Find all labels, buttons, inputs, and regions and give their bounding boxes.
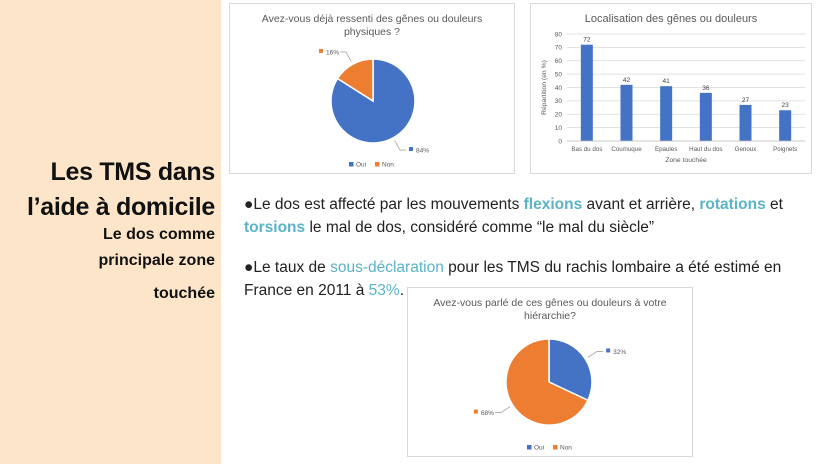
- pie-label-marker: [319, 49, 323, 53]
- x-tick-label: Bas du dos: [571, 146, 603, 153]
- bar-bas-du-dos: [581, 45, 593, 141]
- bullet-text: Le taux de: [253, 259, 331, 276]
- pie-data-label: 84%: [415, 147, 429, 155]
- pie-chart-pain-felt: [229, 3, 515, 174]
- y-tick-label: 40: [554, 84, 562, 92]
- bar-value-label: 23: [781, 102, 789, 110]
- legend-label-oui: Oui: [356, 161, 367, 169]
- keyword-sous-declaration: sous-déclaration: [330, 259, 444, 276]
- legend-swatch-non: [553, 445, 558, 450]
- x-axis-title: Zone touchée: [665, 157, 707, 164]
- y-tick-label: 30: [554, 98, 562, 106]
- pie2-title-line-2: hiérarchie?: [524, 310, 576, 322]
- pie-chart-reported-to-hierarchy: [407, 287, 693, 457]
- x-tick-label: Poignets: [773, 146, 798, 153]
- pie-leader-line: [340, 52, 351, 62]
- bar-value-label: 42: [622, 76, 631, 84]
- slide-title-line-2: l’aide à domicile: [26, 193, 215, 221]
- slide-subtitle-line-1: Le dos comme: [102, 226, 215, 243]
- x-tick-label: Genoux: [734, 146, 757, 153]
- bar-poignets: [779, 110, 791, 141]
- pie-data-label: 16%: [326, 49, 340, 57]
- keyword-torsions: torsions: [244, 219, 306, 236]
- y-tick-label: 70: [554, 44, 562, 52]
- bar-genoux: [740, 105, 752, 141]
- bar-chart-pain-location: [530, 3, 812, 174]
- pie-data-label: 32%: [613, 348, 627, 356]
- pie1-svg: [230, 4, 516, 175]
- bar-value-label: 41: [662, 78, 670, 86]
- legend-swatch-non: [375, 162, 380, 167]
- y-tick-label: 0: [558, 138, 562, 146]
- bar-chart-title: Localisation des gênes ou douleurs: [584, 13, 758, 25]
- pie-leader-line: [495, 407, 510, 413]
- pie-data-label: 68%: [480, 410, 494, 418]
- legend-label-non: Non: [382, 161, 394, 169]
- keyword-rotations: rotations: [699, 196, 766, 213]
- slide-subtitle-line-2: principale zone: [98, 252, 215, 269]
- x-tick-label: Haut du dos: [689, 146, 723, 153]
- y-axis-title: Répartition (en %): [541, 60, 548, 115]
- pie-label-marker: [409, 147, 413, 151]
- pie-label-marker: [606, 348, 610, 352]
- slide-title-line-1: Les TMS dans: [50, 158, 215, 186]
- bar-svg: [531, 4, 813, 175]
- bullet-dot: ●: [244, 259, 254, 276]
- pie1-title-line-1: Avez-vous déjà ressenti des gênes ou douleurs: [261, 13, 483, 25]
- bullet-text: et: [765, 196, 783, 213]
- pie2-title-line-1: Avez-vous parlé de ces gênes ou douleurs à votre: [433, 297, 667, 309]
- bullet-text: pour les TMS du rachis lombaire a été estimé en France en 2011 à: [244, 259, 782, 299]
- slide-subtitle-line-3: touchée: [153, 285, 215, 302]
- pie1-title-line-2: physiques ?: [343, 26, 401, 38]
- pie-label-marker: [474, 410, 478, 414]
- legend-swatch-oui: [527, 445, 532, 450]
- bar-value-label: 72: [583, 36, 591, 44]
- y-tick-label: 50: [554, 71, 562, 79]
- legend-label-oui: Oui: [534, 444, 545, 452]
- bar-value-label: 36: [702, 84, 710, 92]
- y-tick-label: 80: [554, 31, 562, 39]
- bar-value-label: 27: [741, 96, 750, 104]
- keyword-flexions: flexions: [523, 196, 583, 213]
- x-tick-label: Cou/nuque: [611, 146, 642, 153]
- bullet-text: .: [399, 282, 405, 299]
- bullet-text: le mal de dos, considéré comme “le mal du siècle”: [305, 219, 655, 236]
- sidebar-panel: [0, 0, 221, 464]
- y-tick-label: 10: [554, 124, 562, 132]
- pie2-svg: [408, 288, 694, 458]
- legend-label-non: Non: [560, 444, 572, 452]
- pie-leader-line: [588, 351, 603, 357]
- y-tick-label: 20: [554, 111, 562, 119]
- legend-swatch-oui: [349, 162, 354, 167]
- bar-epaules: [660, 86, 672, 141]
- keyword-53-percent: 53%: [368, 282, 400, 299]
- bullet-text: avant et arrière,: [582, 196, 700, 213]
- bullet-dot: ●: [244, 196, 254, 213]
- pie-leader-line: [395, 140, 406, 150]
- x-tick-label: Epaules: [654, 146, 678, 153]
- bullet-text: Le dos est affecté par les mouvements: [253, 196, 524, 213]
- bar-cou-nuque: [621, 85, 633, 141]
- y-tick-label: 60: [554, 58, 562, 66]
- bar-haut-du-dos: [700, 93, 712, 141]
- bullet-back-movements: [244, 193, 804, 239]
